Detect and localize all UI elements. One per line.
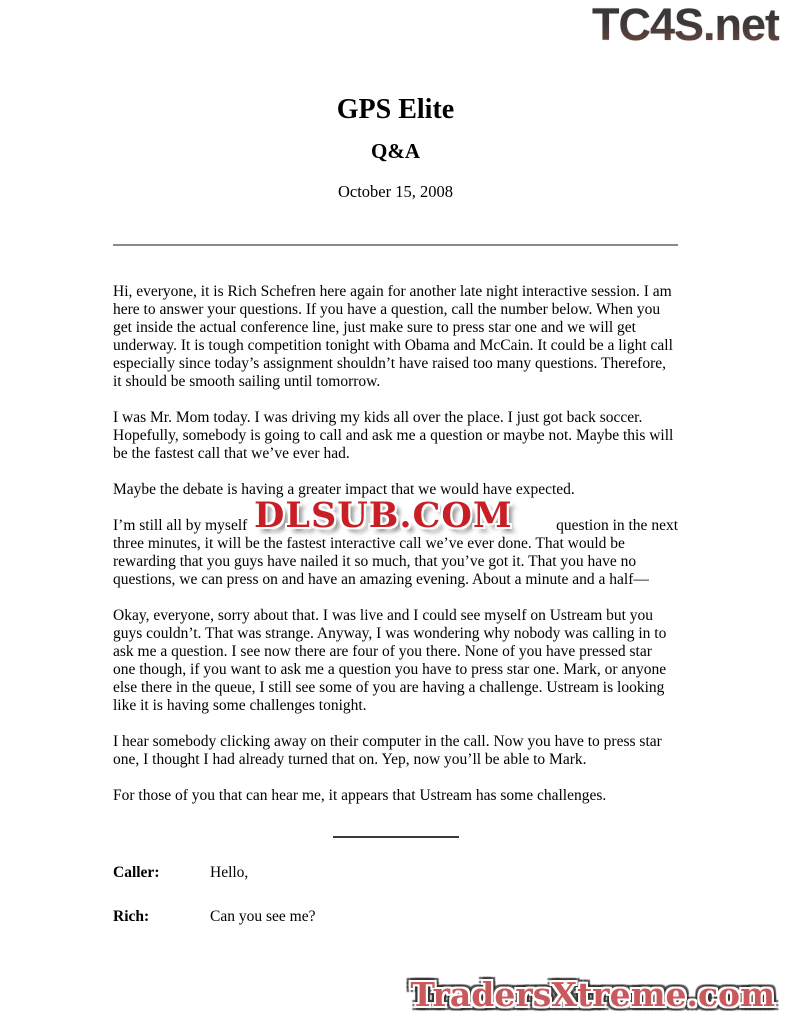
paragraph-debate: Maybe the debate is having a greater impact that we would have expected. [113,481,575,498]
document-date: October 15, 2008 [337,182,454,201]
paragraph-challenges: For those of you that can hear me, it appears that Ustream has some challenges. [113,787,607,804]
dialogue-row-rich [113,908,678,926]
speaker-label-caller: Caller: [113,864,160,881]
obscured-paragraph-continuation: three minutes, it will be the fastest interactive call we’ve ever done. That would be rewarding that you guys have nailed it so much, that you’ve got it. That you have no questions, we can press on and have an amazing evening. About a minute and a half— [113,535,649,588]
speaker-label-rich: Rich: [113,908,150,925]
bottom-watermark: TradersXtreme.com [410,975,775,1014]
paragraph-ustream: Okay, everyone, sorry about that. I was live and I could see myself on Ustream but you guys couldn’t. That was strange. Anyway, I was wondering why nobody was calling in to ask me a question. I see now there are four of you there. None of you have pressed star one though, if you want to ask me a question you have to press star one. Mark, or anyone else there in the queue, I still see some of you are having a challenge. Ustream is looking like it is having some challenges tonight. [113,607,667,714]
obscured-line-after: question in the next [556,517,678,534]
document-title: GPS Elite [336,94,455,125]
paragraph-intro: Hi, everyone, it is Rich Schefren here again for another late night interactive session. I am here to answer your questions. If you have a question, call the number below. When you get inside the actual conference line, just make sure to press star one and we will get underway. It is tough competition tonight with Obama and McCain. It could be a light call especially since today’s assignment shouldn’t have raised too many questions. Therefore, it should be smooth sailing until tomorrow. [113,283,673,390]
section-divider [333,836,459,838]
speaker-text-caller: Hello, [210,864,249,881]
document-subtitle: Q&A [371,139,420,163]
speaker-text-rich: Can you see me? [210,908,316,925]
obscured-line [113,495,678,536]
center-watermark: DLSUB.COM [254,495,513,536]
horizontal-rule [113,244,678,246]
paragraph-mr-mom: I was Mr. Mom today. I was driving my kids all over the place. I just got back soccer. Hopefully, somebody is going to call and ask me a question or maybe not. Maybe this will be the fastest call that we’ve ever had. [113,409,674,462]
paragraph-clicking: I hear somebody clicking away on their computer in the call. Now you have to press star one, I thought I had already turned that on. Yep, now you’ll be able to Mark. [113,733,662,768]
dialogue-row-caller [113,864,678,882]
obscured-line-before: I’m still all by myself [113,517,248,534]
top-logo-watermark: TC4S.net [591,0,779,50]
document-content [113,95,678,926]
paragraph-obscured [113,495,678,589]
